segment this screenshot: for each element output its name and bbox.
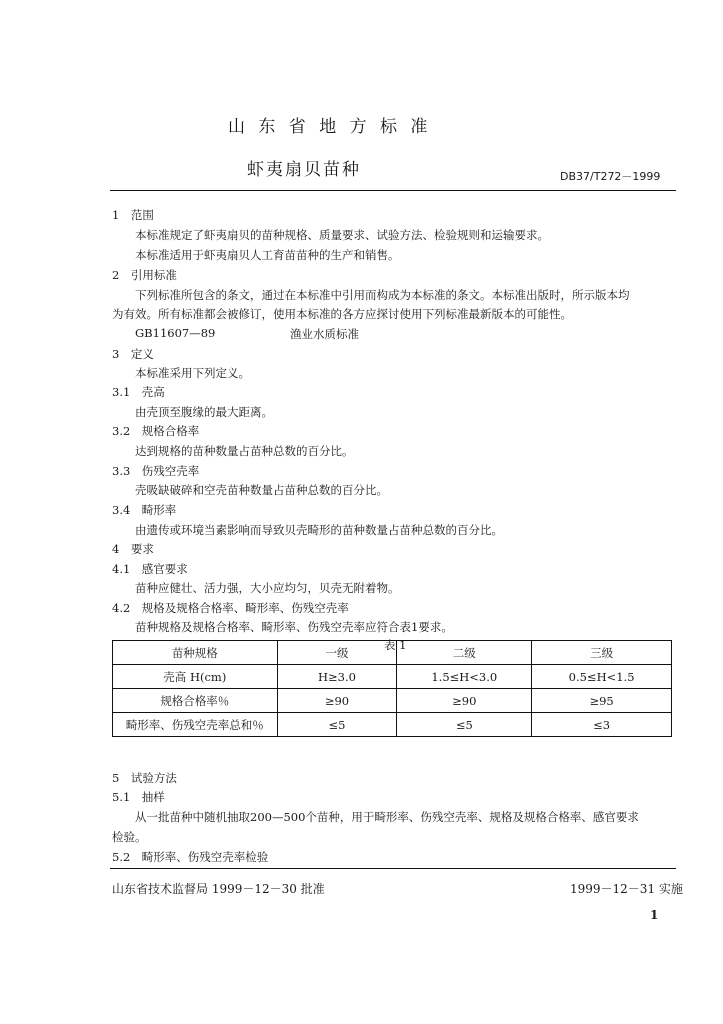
table-cell: ≥90 <box>277 689 397 713</box>
text-line: 5.2 畸形率、伤残空壳率检验 <box>112 850 269 864</box>
text-line: 从一批苗种中随机抽取200—500个苗种，用于畸形率、伤残空壳率、规格及规格合格率、感官要求 <box>135 810 639 824</box>
text-line: 3.2 规格合格率 <box>112 424 200 438</box>
table-header-cell: 一级 <box>277 641 397 665</box>
text-line: 本标准规定了虾夷扇贝的苗种规格、质量要求、试验方法、检验规则和运输要求。 <box>135 228 549 242</box>
table-row <box>113 689 672 713</box>
table-cell: ≥90 <box>397 689 532 713</box>
text-line: 壳吸缺破碎和空壳苗种数量占苗种总数的百分比。 <box>135 483 388 497</box>
table-header-cell: 苗种规格 <box>113 641 278 665</box>
text-line: 达到规格的苗种数量占苗种总数的百分比。 <box>135 444 354 458</box>
approval-line: 山东省技术监督局 1999－12－30 批准 <box>112 882 325 896</box>
standard-name: 虾夷扇贝苗种 <box>247 160 361 180</box>
text-line: 本标准采用下列定义。 <box>135 366 250 380</box>
text-line: 由遗传或环境当素影响而导致贝壳畸形的苗种数量占苗种总数的百分比。 <box>135 523 503 537</box>
text-line: 检验。 <box>112 830 147 844</box>
text-line: 1 范围 <box>112 208 154 222</box>
text-line: 3 定义 <box>112 347 154 361</box>
text-line: 苗种规格及规格合格率、畸形率、伤残空壳率应符合表1要求。 <box>135 620 453 634</box>
text-line: 下列标准所包含的条文，通过在本标准中引用而构成为本标准的条文。本标准出版时，所示版本均 <box>135 288 630 302</box>
text-line: 5.1 抽样 <box>112 790 165 804</box>
table-header-cell: 二级 <box>397 641 532 665</box>
table-row <box>113 665 672 689</box>
table-cell: 0.5≤H<1.5 <box>532 665 672 689</box>
text-line: 3.4 畸形率 <box>112 503 177 517</box>
table-cell: ≤5 <box>397 713 532 737</box>
text-line: 3.3 伤残空壳率 <box>112 464 200 478</box>
text-line: GB11607—89 <box>135 326 216 340</box>
text-line: 2 引用标准 <box>112 268 177 282</box>
table-cell: 规格合格率％ <box>113 689 278 713</box>
table-cell: H≥3.0 <box>277 665 397 689</box>
text-line: 4 要求 <box>112 542 154 556</box>
text-line: 本标准适用于虾夷扇贝人工育苗苗种的生产和销售。 <box>135 248 400 262</box>
table-1 <box>112 640 672 737</box>
table-header-row <box>113 641 672 665</box>
footer-divider <box>110 868 676 869</box>
table-cell: ≤3 <box>532 713 672 737</box>
text-line: 为有效。所有标准都会被修订，使用本标准的各方应探讨使用下列标准最新版本的可能性。 <box>112 307 572 321</box>
page-number: 1 <box>650 908 659 922</box>
table-cell: ≤5 <box>277 713 397 737</box>
text-line: 由壳顶至腹缘的最大距离。 <box>135 405 273 419</box>
text-line: 5 试验方法 <box>112 771 177 785</box>
table-cell: 畸形率、伤残空壳率总和％ <box>113 713 278 737</box>
table-cell: 壳高 H(cm) <box>113 665 278 689</box>
text-line: 4.1 感官要求 <box>112 562 188 576</box>
document-title: 山 东 省 地 方 标 准 <box>228 117 432 137</box>
text-line: 4.2 规格及规格合格率、畸形率、伤残空壳率 <box>112 601 349 615</box>
implementation-line: 1999－12－31 实施 <box>570 882 683 896</box>
table-cell: ≥95 <box>532 689 672 713</box>
table-row <box>113 713 672 737</box>
text-line: 苗种应健壮、活力强，大小应均匀，贝壳无附着物。 <box>135 581 400 595</box>
text-line: 3.1 壳高 <box>112 385 165 399</box>
document-number: DB37/T272－1999 <box>560 170 661 183</box>
text-line: 渔业水质标准 <box>290 327 359 341</box>
table-header-cell: 三级 <box>532 641 672 665</box>
header-divider <box>110 190 676 191</box>
table-cell: 1.5≤H<3.0 <box>397 665 532 689</box>
text-line: 表 1 <box>384 638 407 652</box>
